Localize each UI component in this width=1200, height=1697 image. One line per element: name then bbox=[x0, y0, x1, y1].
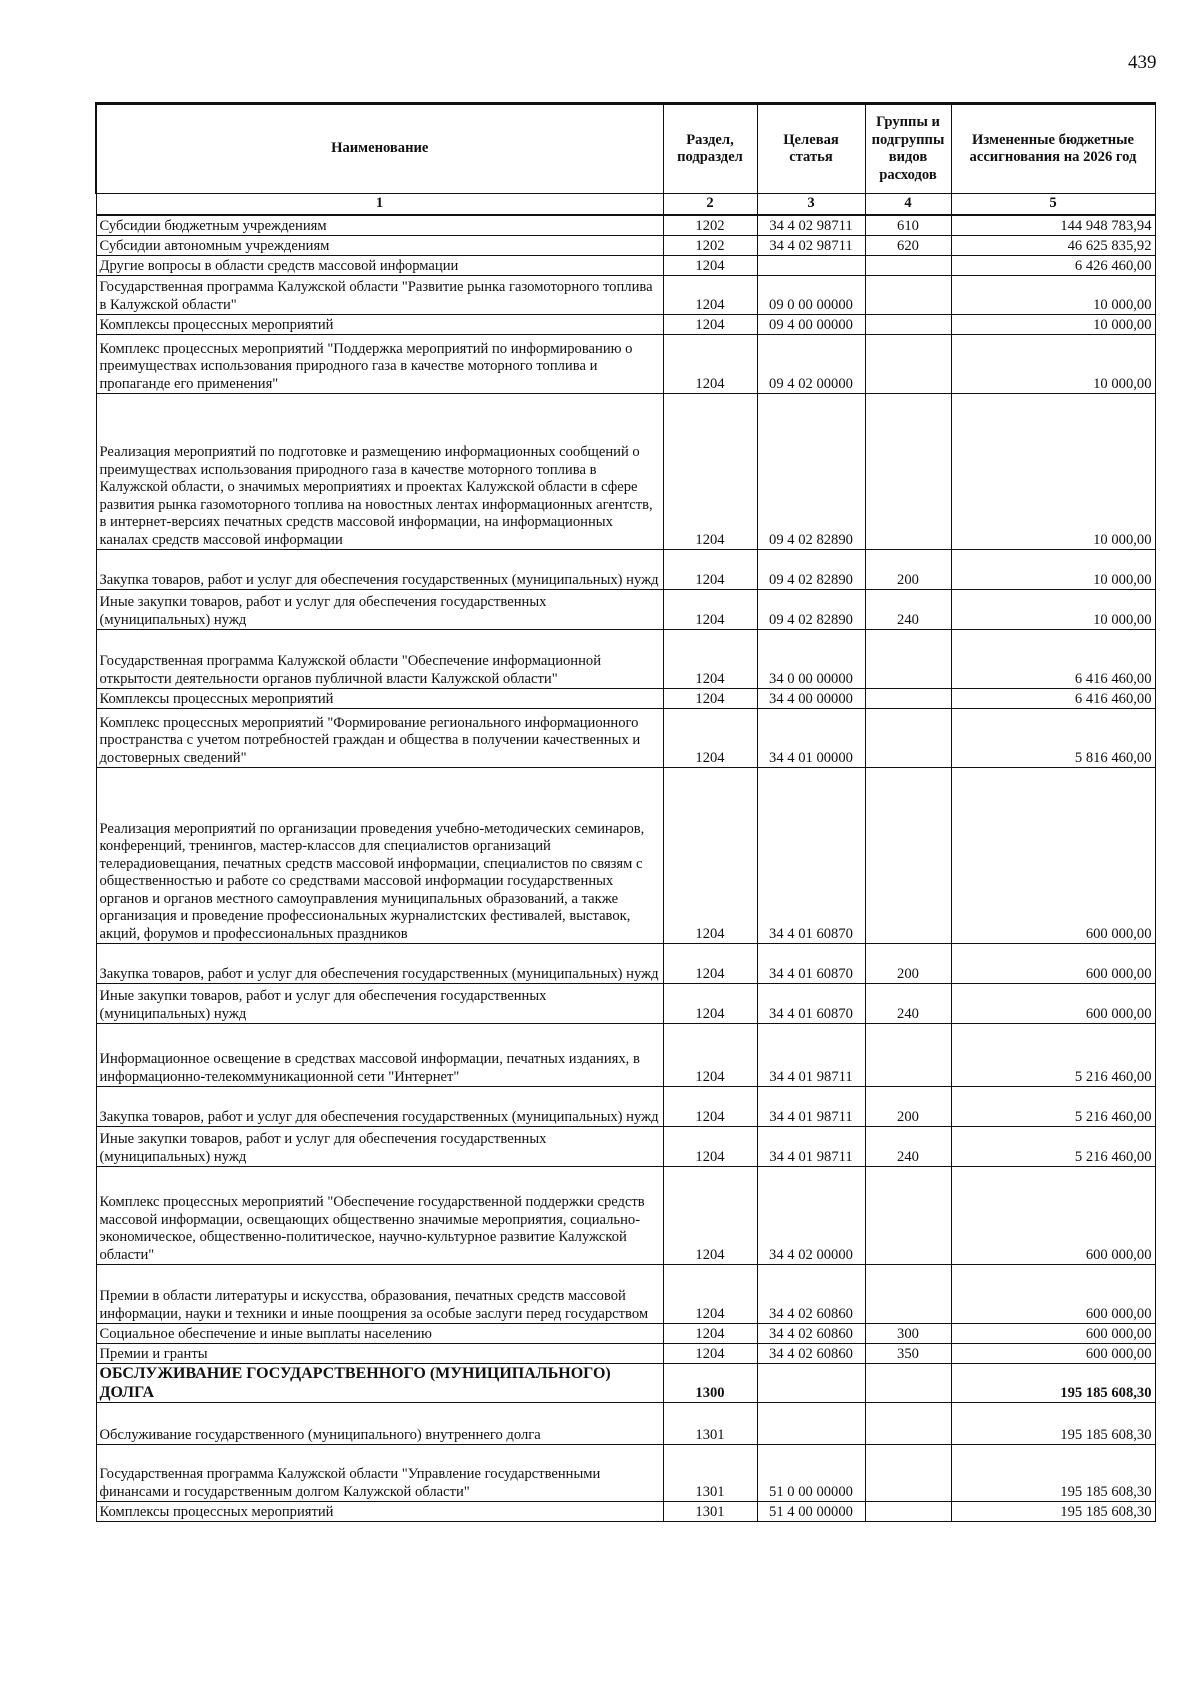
row-amount: 600 000,00 bbox=[951, 1324, 1155, 1344]
table-row bbox=[96, 590, 1155, 630]
page-number: 439 bbox=[1128, 52, 1157, 73]
header-amount: Измененные бюджетные ассигнования на 2026 год bbox=[951, 104, 1155, 194]
row-amount: 5 216 460,00 bbox=[951, 1024, 1155, 1087]
row-amount: 5 816 460,00 bbox=[951, 709, 1155, 768]
row-group bbox=[865, 315, 951, 335]
table-row bbox=[96, 1167, 1155, 1265]
row-name: Комплексы процессных мероприятий bbox=[96, 689, 663, 709]
row-amount: 6 426 460,00 bbox=[951, 256, 1155, 276]
row-target: 34 4 01 98711 bbox=[757, 1024, 865, 1087]
row-target: 09 4 02 82890 bbox=[757, 394, 865, 550]
table-row bbox=[96, 256, 1155, 276]
row-target bbox=[757, 1364, 865, 1403]
table-row bbox=[96, 550, 1155, 590]
row-section: 1301 bbox=[663, 1502, 757, 1522]
table-header-row bbox=[96, 104, 1155, 194]
row-name: Иные закупки товаров, работ и услуг для обеспечения государственных (муниципальных) нужд bbox=[96, 590, 663, 630]
row-amount: 10 000,00 bbox=[951, 394, 1155, 550]
row-section: 1204 bbox=[663, 276, 757, 315]
budget-table bbox=[95, 102, 1156, 1522]
row-name: Субсидии бюджетным учреждениям bbox=[96, 215, 663, 236]
table-row bbox=[96, 1364, 1155, 1403]
row-amount: 6 416 460,00 bbox=[951, 689, 1155, 709]
column-number: 1 bbox=[96, 194, 663, 216]
row-target: 34 4 01 98711 bbox=[757, 1087, 865, 1127]
header-name: Наименование bbox=[96, 104, 663, 194]
row-target bbox=[757, 1403, 865, 1445]
row-amount: 6 416 460,00 bbox=[951, 630, 1155, 689]
row-target: 34 4 02 98711 bbox=[757, 215, 865, 236]
row-name: Реализация мероприятий по подготовке и размещению информационных сообщений о преимуществах использования природного газа в качестве моторного топлива в Калужской области, о значимых мероприятиях и проектах Калужской области в сфере развития рынка газомоторного топлива на новостных лентах информационных агентств, в интернет-версиях печатных средств массовой информации, на информационных каналах средств массовой информации bbox=[96, 394, 663, 550]
row-section: 1204 bbox=[663, 1024, 757, 1087]
row-section: 1204 bbox=[663, 630, 757, 689]
row-name: Закупка товаров, работ и услуг для обеспечения государственных (муниципальных) нужд bbox=[96, 944, 663, 984]
row-amount: 600 000,00 bbox=[951, 768, 1155, 944]
row-name: ОБСЛУЖИВАНИЕ ГОСУДАРСТВЕННОГО (МУНИЦИПАЛЬНОГО) ДОЛГА bbox=[96, 1364, 663, 1403]
row-target: 34 4 02 60860 bbox=[757, 1265, 865, 1324]
row-amount: 144 948 783,94 bbox=[951, 215, 1155, 236]
row-target: 34 4 02 00000 bbox=[757, 1167, 865, 1265]
row-section: 1300 bbox=[663, 1364, 757, 1403]
table-row bbox=[96, 1127, 1155, 1167]
row-target: 09 4 02 82890 bbox=[757, 590, 865, 630]
row-target: 51 4 00 00000 bbox=[757, 1502, 865, 1522]
table-row bbox=[96, 1324, 1155, 1344]
row-name: Закупка товаров, работ и услуг для обеспечения государственных (муниципальных) нужд bbox=[96, 550, 663, 590]
table-row bbox=[96, 315, 1155, 335]
row-group bbox=[865, 709, 951, 768]
row-group bbox=[865, 689, 951, 709]
row-section: 1204 bbox=[663, 550, 757, 590]
table-row bbox=[96, 1502, 1155, 1522]
row-target bbox=[757, 256, 865, 276]
row-group: 300 bbox=[865, 1324, 951, 1344]
table-row bbox=[96, 276, 1155, 315]
table-row bbox=[96, 1344, 1155, 1364]
table-row bbox=[96, 1403, 1155, 1445]
row-name: Иные закупки товаров, работ и услуг для обеспечения государственных (муниципальных) нужд bbox=[96, 984, 663, 1024]
row-name: Премии и гранты bbox=[96, 1344, 663, 1364]
row-name: Реализация мероприятий по организации проведения учебно-методических семинаров, конференций, тренингов, мастер-классов для специалистов организаций телерадиовещания, печатных средств массовой информации, специалистов по связям с общественностью и работе со средствами массовой информации государственных органов и органов местного самоуправления муниципальных образований, а также организация и проведение профессиональных журналистских фестивалей, выставок, акций, форумов и профессиональных праздников bbox=[96, 768, 663, 944]
row-group bbox=[865, 768, 951, 944]
row-amount: 600 000,00 bbox=[951, 1344, 1155, 1364]
row-amount: 600 000,00 bbox=[951, 1167, 1155, 1265]
row-name: Социальное обеспечение и иные выплаты населению bbox=[96, 1324, 663, 1344]
row-name: Обслуживание государственного (муниципального) внутреннего долга bbox=[96, 1403, 663, 1445]
row-amount: 600 000,00 bbox=[951, 944, 1155, 984]
row-section: 1204 bbox=[663, 1344, 757, 1364]
row-section: 1202 bbox=[663, 215, 757, 236]
row-name: Государственная программа Калужской области "Управление государственными финансами и государственным долгом Калужской области" bbox=[96, 1445, 663, 1502]
table-row bbox=[96, 215, 1155, 236]
row-name: Премии в области литературы и искусства, образования, печатных средств массовой информации, науки и техники и иные поощрения за особые заслуги перед государством bbox=[96, 1265, 663, 1324]
row-target: 34 4 00 00000 bbox=[757, 689, 865, 709]
table-row bbox=[96, 1087, 1155, 1127]
row-name: Комплекс процессных мероприятий "Формирование регионального информационного пространства с учетом потребностей граждан и общества в получении качественных и достоверных сведений" bbox=[96, 709, 663, 768]
row-name: Комплексы процессных мероприятий bbox=[96, 315, 663, 335]
row-name: Закупка товаров, работ и услуг для обеспечения государственных (муниципальных) нужд bbox=[96, 1087, 663, 1127]
row-group bbox=[865, 1024, 951, 1087]
row-amount: 195 185 608,30 bbox=[951, 1445, 1155, 1502]
table-row bbox=[96, 1445, 1155, 1502]
row-name: Субсидии автономным учреждениям bbox=[96, 236, 663, 256]
table-row bbox=[96, 1024, 1155, 1087]
row-amount: 195 185 608,30 bbox=[951, 1364, 1155, 1403]
row-name: Комплексы процессных мероприятий bbox=[96, 1502, 663, 1522]
row-amount: 10 000,00 bbox=[951, 335, 1155, 394]
row-name: Государственная программа Калужской области "Обеспечение информационной открытости деятельности органов публичной власти Калужской области" bbox=[96, 630, 663, 689]
row-section: 1204 bbox=[663, 1167, 757, 1265]
column-number: 2 bbox=[663, 194, 757, 216]
row-group: 200 bbox=[865, 1087, 951, 1127]
row-amount: 195 185 608,30 bbox=[951, 1502, 1155, 1522]
header-section: Раздел, подраздел bbox=[663, 104, 757, 194]
row-target: 09 4 02 82890 bbox=[757, 550, 865, 590]
row-group bbox=[865, 1403, 951, 1445]
row-section: 1204 bbox=[663, 709, 757, 768]
row-group bbox=[865, 256, 951, 276]
row-group bbox=[865, 1265, 951, 1324]
row-section: 1204 bbox=[663, 590, 757, 630]
row-group bbox=[865, 394, 951, 550]
row-section: 1204 bbox=[663, 1087, 757, 1127]
row-group bbox=[865, 1445, 951, 1502]
row-section: 1204 bbox=[663, 1324, 757, 1344]
row-group: 200 bbox=[865, 944, 951, 984]
row-group bbox=[865, 630, 951, 689]
row-amount: 600 000,00 bbox=[951, 984, 1155, 1024]
row-target: 51 0 00 00000 bbox=[757, 1445, 865, 1502]
row-target: 34 4 01 00000 bbox=[757, 709, 865, 768]
row-group: 620 bbox=[865, 236, 951, 256]
row-group: 350 bbox=[865, 1344, 951, 1364]
row-amount: 10 000,00 bbox=[951, 276, 1155, 315]
row-name: Комплекс процессных мероприятий "Поддержка мероприятий по информированию о преимуществах использования природного газа в качестве моторного топлива и пропаганде его применения" bbox=[96, 335, 663, 394]
row-section: 1204 bbox=[663, 335, 757, 394]
row-target: 09 4 00 00000 bbox=[757, 315, 865, 335]
row-section: 1202 bbox=[663, 236, 757, 256]
table-row bbox=[96, 768, 1155, 944]
row-target: 34 4 01 60870 bbox=[757, 768, 865, 944]
table-body bbox=[96, 215, 1155, 1522]
row-target: 34 4 01 60870 bbox=[757, 944, 865, 984]
row-group bbox=[865, 1364, 951, 1403]
row-group: 240 bbox=[865, 590, 951, 630]
row-amount: 600 000,00 bbox=[951, 1265, 1155, 1324]
row-group: 240 bbox=[865, 984, 951, 1024]
row-group: 240 bbox=[865, 1127, 951, 1167]
table-row bbox=[96, 335, 1155, 394]
row-group bbox=[865, 1167, 951, 1265]
row-section: 1204 bbox=[663, 944, 757, 984]
row-group bbox=[865, 335, 951, 394]
table-row bbox=[96, 394, 1155, 550]
table-row bbox=[96, 984, 1155, 1024]
row-amount: 5 216 460,00 bbox=[951, 1087, 1155, 1127]
row-section: 1301 bbox=[663, 1445, 757, 1502]
row-amount: 195 185 608,30 bbox=[951, 1403, 1155, 1445]
row-section: 1204 bbox=[663, 394, 757, 550]
header-target: Целевая статья bbox=[757, 104, 865, 194]
row-section: 1204 bbox=[663, 1265, 757, 1324]
row-target: 34 4 02 60860 bbox=[757, 1324, 865, 1344]
row-group: 610 bbox=[865, 215, 951, 236]
row-section: 1204 bbox=[663, 984, 757, 1024]
row-amount: 5 216 460,00 bbox=[951, 1127, 1155, 1167]
row-section: 1204 bbox=[663, 256, 757, 276]
row-group: 200 bbox=[865, 550, 951, 590]
row-name: Иные закупки товаров, работ и услуг для обеспечения государственных (муниципальных) нужд bbox=[96, 1127, 663, 1167]
row-target: 34 4 02 60860 bbox=[757, 1344, 865, 1364]
row-group bbox=[865, 1502, 951, 1522]
row-amount: 10 000,00 bbox=[951, 590, 1155, 630]
row-name: Информационное освещение в средствах массовой информации, печатных изданиях, в информационно-телекоммуникационной сети "Интернет" bbox=[96, 1024, 663, 1087]
table-row bbox=[96, 944, 1155, 984]
row-section: 1204 bbox=[663, 768, 757, 944]
table-row bbox=[96, 1265, 1155, 1324]
row-name: Комплекс процессных мероприятий "Обеспечение государственной поддержки средств массовой информации, освещающих общественно значимые мероприятия, социально-экономическое, общественно-политическое, научно-культурное развитие Калужской области" bbox=[96, 1167, 663, 1265]
table-row bbox=[96, 236, 1155, 256]
row-amount: 46 625 835,92 bbox=[951, 236, 1155, 256]
table-row bbox=[96, 689, 1155, 709]
row-amount: 10 000,00 bbox=[951, 550, 1155, 590]
row-target: 34 4 01 60870 bbox=[757, 984, 865, 1024]
column-number: 3 bbox=[757, 194, 865, 216]
row-section: 1204 bbox=[663, 1127, 757, 1167]
row-section: 1204 bbox=[663, 689, 757, 709]
row-section: 1301 bbox=[663, 1403, 757, 1445]
column-number: 5 bbox=[951, 194, 1155, 216]
row-target: 09 0 00 00000 bbox=[757, 276, 865, 315]
row-target: 34 0 00 00000 bbox=[757, 630, 865, 689]
row-group bbox=[865, 276, 951, 315]
table-row bbox=[96, 709, 1155, 768]
row-target: 09 4 02 00000 bbox=[757, 335, 865, 394]
column-number: 4 bbox=[865, 194, 951, 216]
table-row bbox=[96, 630, 1155, 689]
row-amount: 10 000,00 bbox=[951, 315, 1155, 335]
column-number-row bbox=[96, 194, 1155, 216]
row-name: Государственная программа Калужской области "Развитие рынка газомоторного топлива в Калужской области" bbox=[96, 276, 663, 315]
row-target: 34 4 02 98711 bbox=[757, 236, 865, 256]
row-section: 1204 bbox=[663, 315, 757, 335]
row-target: 34 4 01 98711 bbox=[757, 1127, 865, 1167]
header-groups: Группы и подгруппы видов расходов bbox=[865, 104, 951, 194]
row-name: Другие вопросы в области средств массовой информации bbox=[96, 256, 663, 276]
